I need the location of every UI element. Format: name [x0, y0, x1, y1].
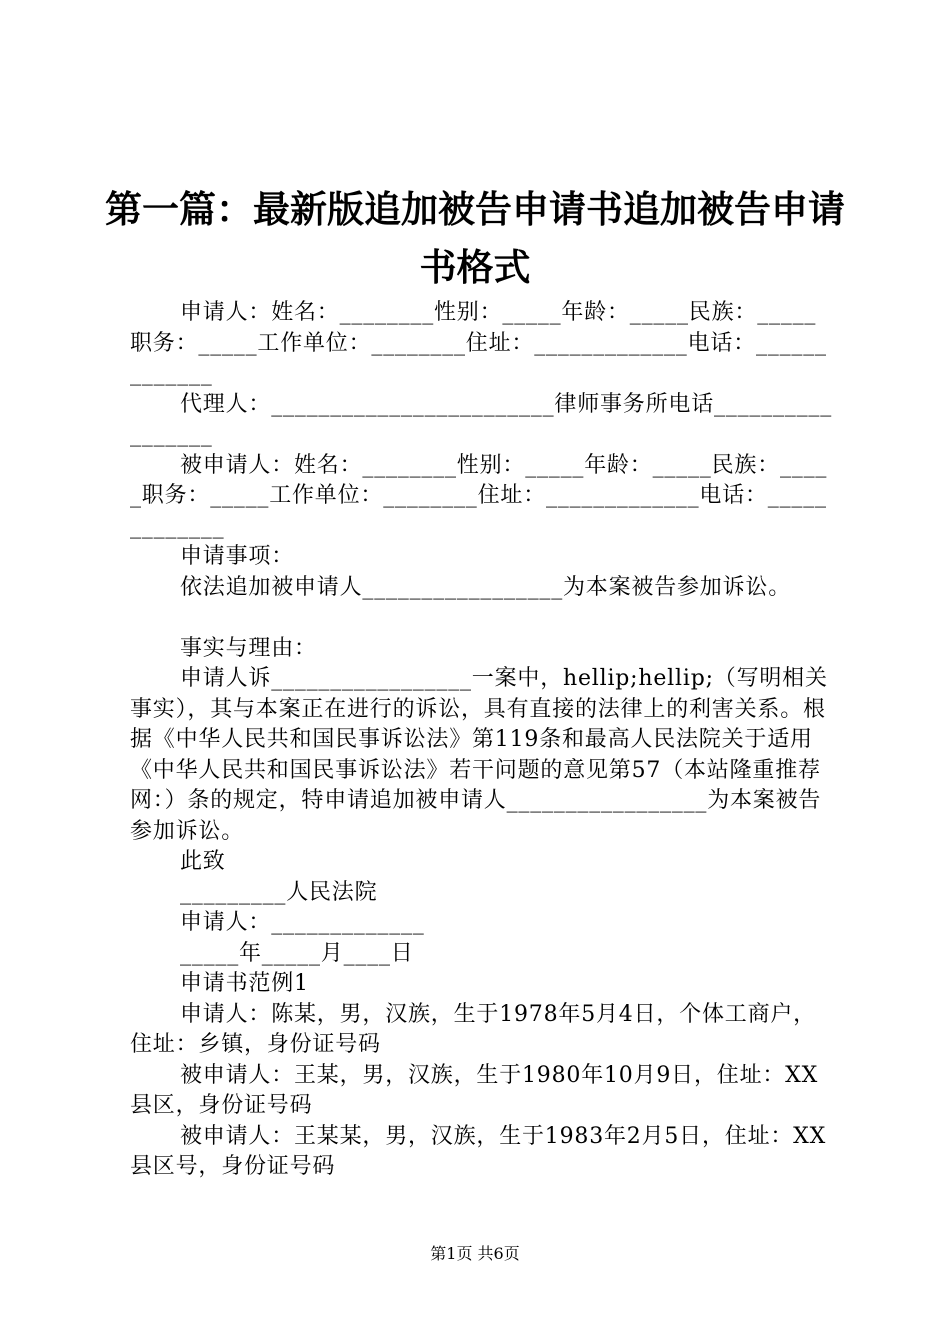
court-addressee: _________人民法院 [180, 879, 378, 905]
blank-line [130, 603, 834, 634]
agent-info-paragraph: 代理人：________________________律师事务所电话_________________ [130, 391, 833, 447]
example-heading: 申请书范例1 [180, 971, 309, 996]
page-number-footer: 第1页 共6页 [430, 1244, 520, 1263]
example-respondent-2-paragraph: 被申请人：王某某，男，汉族，生于1983年2月5日，住址：XX县区号，身份证号码 [130, 1123, 827, 1179]
facts-reasons-paragraph: 申请人诉_________________一案中，hellip;hellip;（写明相关事实），其与本案正在进行的诉讼，具有直接的法律上的利害关系。根据《中华人民共和国民事诉讼法》第119条和最高人民法院关于适用《中华人民共和国民事诉讼法》若干问题的意见第57（本站隆重推荐网：）条的规定，特申请追加被申请人_________________为本案被告参加诉讼。 [130, 666, 828, 844]
respondent-info-paragraph: 被申请人：姓名：________性别：_____年龄：_____民族：_____职务：_____工作单位：________住址：_____________电话：_____________ [130, 452, 828, 539]
signature-date: _____年_____月____日 [180, 940, 414, 966]
applicant-info-paragraph: 申请人：姓名：________性别：_____年龄：_____民族：_____职务：_____工作单位：________住址：_____________电话：_____________ [130, 300, 827, 386]
request-items-paragraph: 依法追加被申请人_________________为本案被告参加诉讼。 [180, 574, 792, 600]
signature-applicant: 申请人：_____________ [180, 910, 425, 935]
salutation: 此致 [180, 849, 226, 874]
facts-reasons-heading: 事实与理由： [180, 635, 317, 661]
document-body [130, 298, 834, 1183]
document-title-line-1: 第一篇：最新版追加被告申请书追加被告申请 [105, 188, 845, 231]
request-items-heading: 申请事项： [180, 544, 295, 569]
example-applicant-paragraph: 申请人：陈某，男，汉族，生于1978年5月4日，个体工商户，住址：乡镇，身份证号码 [130, 1001, 816, 1057]
example-respondent-1-paragraph: 被申请人：王某，男，汉族，生于1980年10月9日，住址：XX县区，身份证号码 [130, 1062, 819, 1118]
document-title-line-2: 书格式 [419, 246, 531, 289]
